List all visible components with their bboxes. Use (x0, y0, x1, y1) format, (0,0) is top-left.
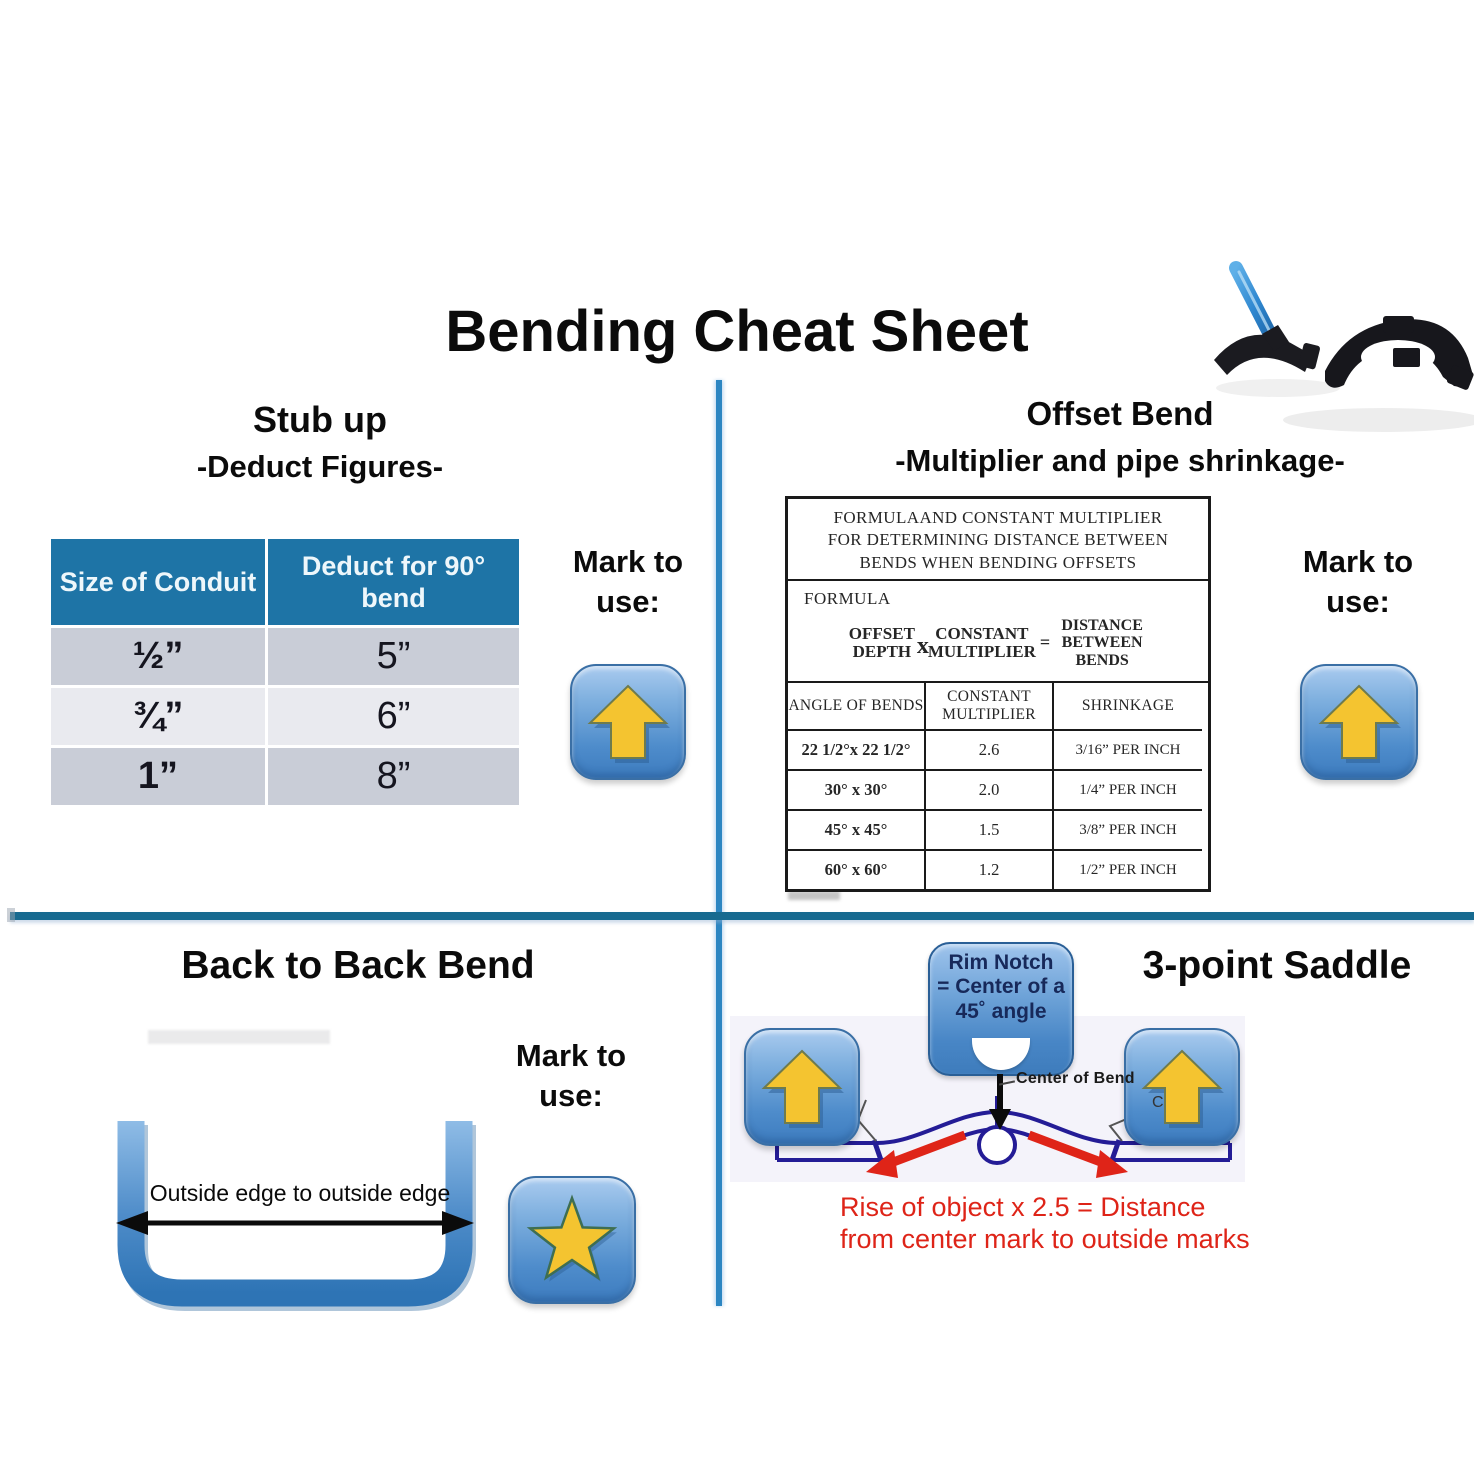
stub-up-deduct-table (48, 536, 522, 808)
saddle-heading: 3-point Saddle (1142, 944, 1412, 987)
deduct-cell: 5” (268, 628, 519, 685)
up-arrow-icon (1302, 666, 1416, 778)
offset-bend-heading: Offset Bend (1026, 395, 1214, 432)
divider-artifact (7, 908, 15, 922)
deduct-cell: 6” (268, 688, 519, 745)
size-cell: ¾” (51, 688, 265, 745)
shrinkage-cell: 3/8” PER INCH (1054, 811, 1202, 851)
column-header-deduct: Deduct for 90° bend (268, 539, 519, 625)
multiplier-cell: 2.0 (926, 771, 1054, 811)
up-arrow-mark-button-saddle-right (1124, 1028, 1240, 1146)
grid-header-angle: ANGLE OF BENDS (788, 683, 926, 731)
multiply-sign: x (916, 633, 929, 660)
saddle-note-line1: Rise of object x 2.5 = Distance (840, 1192, 1206, 1222)
up-arrow-icon (1126, 1030, 1238, 1144)
grid-header-multiplier: CONSTANT MULTIPLIER (926, 683, 1054, 731)
size-cell: 1” (51, 748, 265, 805)
shrinkage-cell: 1/4” PER INCH (1054, 771, 1202, 811)
angle-cell: 60° x 60° (788, 851, 926, 889)
offset-formula-table (785, 496, 1211, 892)
formula-section (788, 581, 1208, 683)
equals-sign: = (1039, 632, 1051, 653)
saddle-note-line2: from center mark to outside marks (840, 1224, 1250, 1254)
horizontal-divider (10, 912, 1474, 920)
up-arrow-icon (746, 1030, 858, 1144)
deduct-cell: 8” (268, 748, 519, 805)
mark-to-use-label-stub: Mark to use: (572, 544, 684, 619)
center-of-bend-label: Center of Bend (1016, 1070, 1135, 1087)
grid-header-shrinkage: SHRINKAGE (1054, 683, 1202, 731)
formula-label: FORMULA (804, 589, 891, 608)
up-arrow-icon (572, 666, 684, 778)
stub-up-heading: Stub up (253, 399, 387, 440)
formula-table-title: FORMULAAND CONSTANT MULTIPLIER FOR DETERMINING DISTANCE BETWEEN BENDS WHEN BENDING OFFSETS (788, 499, 1208, 581)
up-arrow-mark-button-stub (570, 664, 686, 780)
table-row (51, 688, 519, 745)
multiplier-cell: 1.2 (926, 851, 1054, 889)
formula-equation (788, 617, 1208, 669)
multiplier-cell: 2.6 (926, 731, 1054, 771)
formula-operand-offset-depth: OFFSET DEPTH (848, 623, 915, 661)
angle-cell: 45° x 45° (788, 811, 926, 851)
up-arrow-mark-button-saddle-left (744, 1028, 860, 1146)
mark-to-use-label-offset: Mark to use: (1302, 544, 1414, 619)
formula-result-distance: DISTANCE BETWEEN BENDS (1061, 617, 1143, 669)
table-row (51, 628, 519, 685)
up-arrow-mark-button-offset (1300, 664, 1418, 780)
cut-off-label: C (1152, 1094, 1164, 1111)
offset-bend-subheading: -Multiplier and pipe shrinkage- (895, 443, 1345, 478)
double-headed-arrow (100, 1203, 490, 1243)
star-mark-button (508, 1176, 636, 1304)
angle-cell: 22 1/2°x 22 1/2° (788, 731, 926, 771)
column-header-size: Size of Conduit (51, 539, 265, 625)
back-to-back-heading: Back to Back Bend (181, 944, 535, 987)
shrinkage-cell: 3/16” PER INCH (1054, 731, 1202, 771)
formula-operand-constant-multiplier: CONSTANT MULTIPLIER (927, 623, 1036, 661)
page-title: Bending Cheat Sheet (445, 299, 1029, 364)
size-cell: ½” (51, 628, 265, 685)
stub-up-subheading: -Deduct Figures- (196, 449, 444, 484)
scan-artifact (788, 891, 840, 900)
mark-to-use-label-backtoback: Mark to use: (515, 1038, 627, 1113)
rim-notch-label: Rim Notch = Center of a 45˚ angle (937, 951, 1065, 1023)
rim-notch-callout (928, 942, 1074, 1076)
table-header-row (51, 539, 519, 625)
table-row (51, 748, 519, 805)
vertical-divider (716, 380, 722, 1306)
star-icon (510, 1178, 634, 1302)
outside-edge-label: Outside edge to outside edge (149, 1180, 451, 1206)
multiplier-grid (788, 683, 1208, 889)
faded-artifact (148, 1030, 330, 1044)
rim-notch-shape (972, 1038, 1030, 1070)
angle-cell: 30° x 30° (788, 771, 926, 811)
shrinkage-cell: 1/2” PER INCH (1079, 861, 1177, 878)
multiplier-cell: 1.5 (926, 811, 1054, 851)
